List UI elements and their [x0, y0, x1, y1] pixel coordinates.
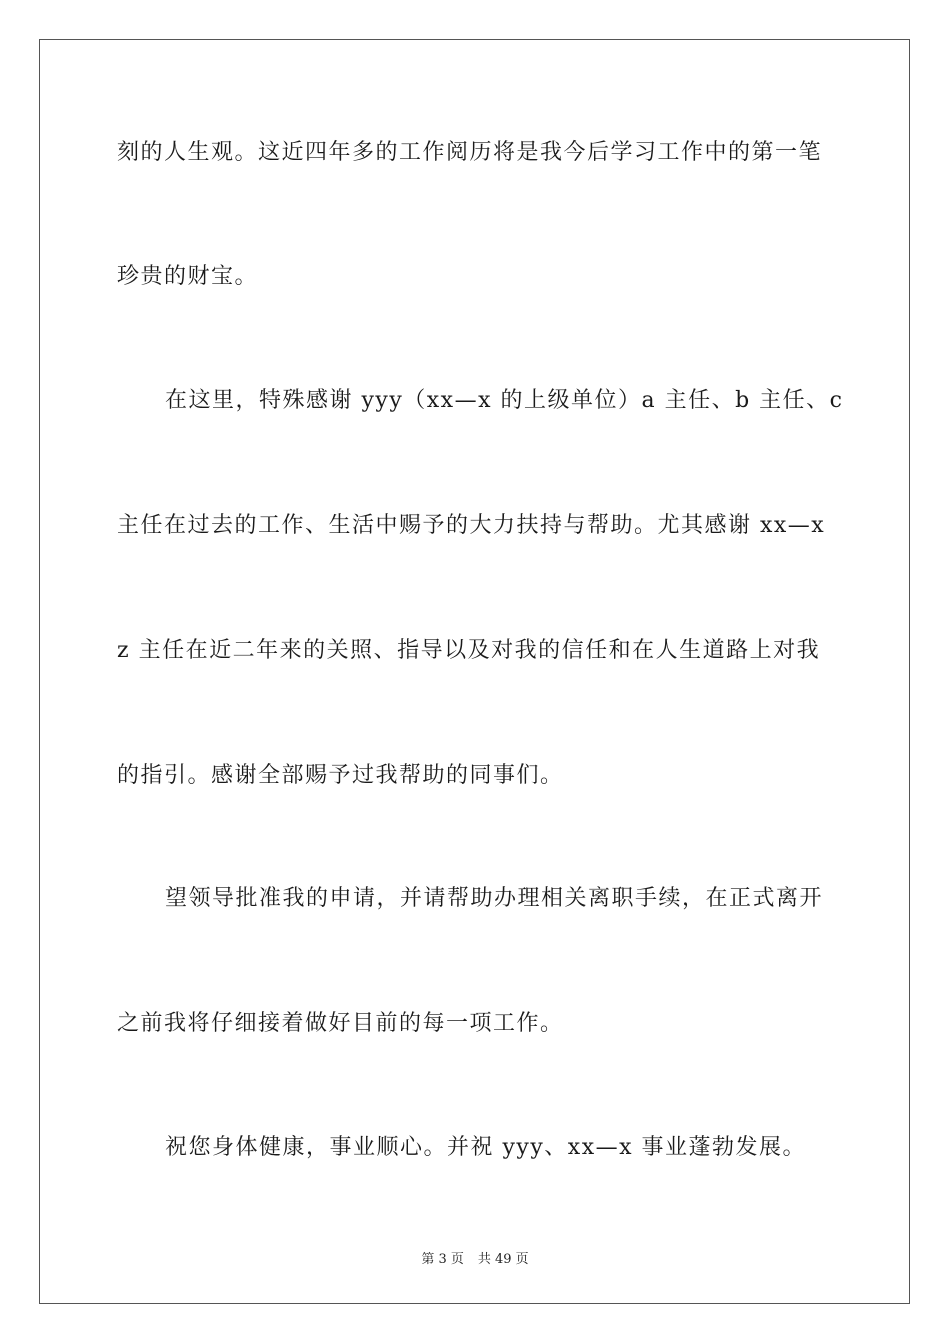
text-line-5: z 主任在近二年来的关照、指导以及对我的信任和在人生道路上对我	[117, 638, 821, 663]
text-line-2: 珍贵的财宝。	[117, 264, 259, 289]
page-total: 共 49 页	[477, 1252, 529, 1267]
page-border	[39, 39, 910, 1304]
text-line-8: 之前我将仔细接着做好目前的每一项工作。	[117, 1011, 564, 1036]
page-footer	[0, 1248, 950, 1267]
text-line-1: 刻的人生观。这近四年多的工作阅历将是我今后学习工作中的第一笔	[117, 140, 823, 165]
text-line-6: 的指引。感谢全部赐予过我帮助的同事们。	[117, 763, 564, 788]
paragraph-thanks-start: 在这里，特殊感谢 yyy（xx—x 的上级单位）a 主任、b 主任、c	[165, 388, 844, 413]
paragraph-closing-wish: 祝您身体健康，事业顺心。并祝 yyy、xx—x 事业蓬勃发展。	[165, 1135, 806, 1160]
text-line-4: 主任在过去的工作、生活中赐予的大力扶持与帮助。尤其感谢 xx—x	[117, 513, 826, 538]
page-number: 第 3 页	[421, 1252, 464, 1267]
paragraph-request-start: 望领导批准我的申请，并请帮助办理相关离职手续，在正式离开	[165, 886, 824, 911]
